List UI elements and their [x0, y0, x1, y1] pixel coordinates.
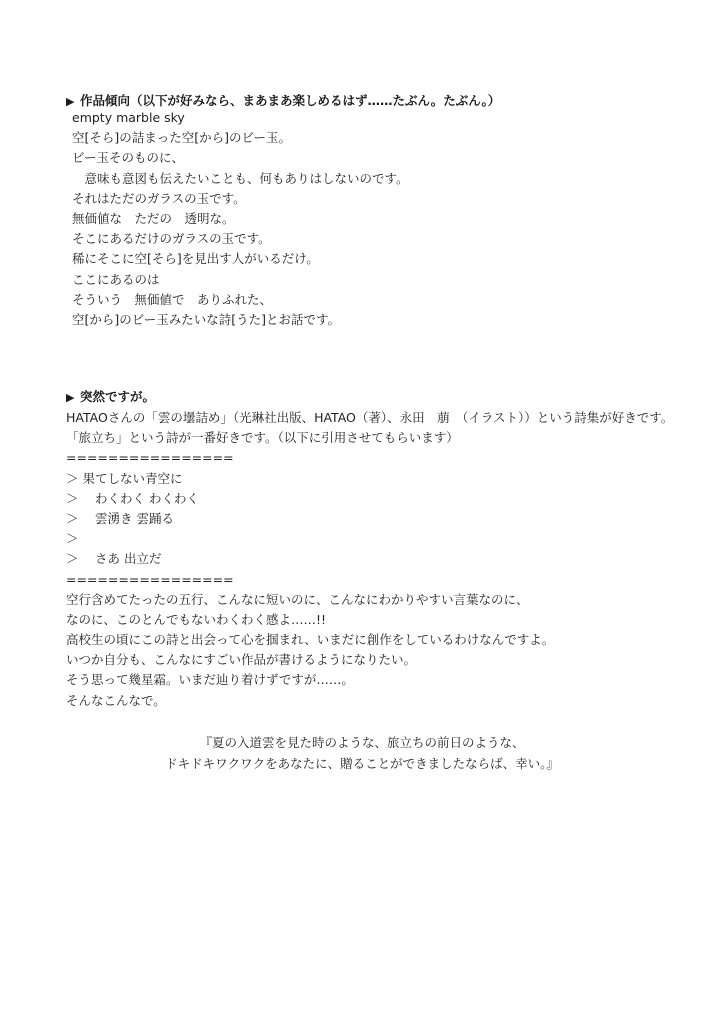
poem-line: 意味も意図も伝えたいことも、何もありはしないのです。 [72, 170, 409, 186]
closing-line: 『夏の入道雲を見た時のような、旅立ちの前日のような、 [199, 735, 525, 750]
quote-line: ＞ 果てしない青空に [66, 470, 183, 486]
triangle-bullet-icon: ▶ [66, 95, 75, 108]
intro-poem [72, 108, 409, 330]
body-paragraph [66, 408, 673, 711]
poem-line: 空[から]のビー玉みたいな詩[うた]とお話です。 [72, 311, 341, 327]
body-line: いつか自分も、こんなにすごい作品が書けるようになりたい。 [66, 652, 417, 668]
body-line: HATAOさんの「雲の壜詰め」（光琳社出版、HATAO（著）、永田 萠 （イラスト））という詩集が好きです。 [66, 410, 674, 425]
body-line: なのに、このとんでもないわくわく感よ……!! [66, 611, 327, 627]
section-heading-text: 突然ですが。 [80, 389, 156, 404]
poem-line: そこにあるだけのガラスの玉です。 [72, 231, 271, 247]
poem-line: 稀にそこに空[そら]を見出す人がいるだけ。 [72, 251, 319, 267]
quote-line: ＞ 雲湧き 雲踊る [66, 510, 174, 526]
section-heading-suddenly [66, 388, 155, 407]
poem-line: ここにあるのは [72, 271, 160, 287]
quote-line: ＞ [66, 531, 79, 547]
poem-line: 無価値な ただの 透明な。 [72, 210, 235, 226]
quote-line: ＞ さあ 出立だ [66, 551, 162, 567]
poem-line: そういう 無価値で ありふれた、 [72, 291, 273, 307]
closing-message [0, 733, 724, 774]
poem-line: empty marble sky [72, 110, 185, 125]
triangle-bullet-icon: ▶ [66, 391, 75, 404]
divider-line: ================ [66, 450, 234, 466]
poem-line: それはただのガラスの玉です。 [72, 190, 246, 206]
body-line: そう思って幾星霜。いまだ辿り着けずですが……。 [66, 672, 354, 688]
body-line: 空行含めてたったの五行、こんなに短いのに、こんなにわかりやすい言葉なのに、 [66, 591, 529, 607]
section-heading-text: 作品傾向（以下が好みなら、まあまあ楽しめるはず……たぶん。たぶん。） [80, 93, 501, 108]
body-line: 高校生の頃にこの詩と出会って心を掴まれ、いまだに創作をしているわけなんですよ。 [66, 632, 555, 648]
poem-line: 空[そら]の詰まった空[から]のビー玉。 [72, 130, 292, 146]
quote-line: ＞ わくわく わくわく [66, 490, 199, 506]
body-line: 「旅立ち」という詩が一番好きです。（以下に引用させてもらいます） [66, 430, 459, 446]
body-line: そんなこんなで。 [66, 692, 166, 708]
divider-line: ================ [66, 571, 234, 587]
poem-line: ビー玉そのものに、 [72, 150, 185, 166]
closing-line: ドキドキワクワクをあなたに、贈ることができましたならば、幸い。』 [165, 755, 559, 771]
